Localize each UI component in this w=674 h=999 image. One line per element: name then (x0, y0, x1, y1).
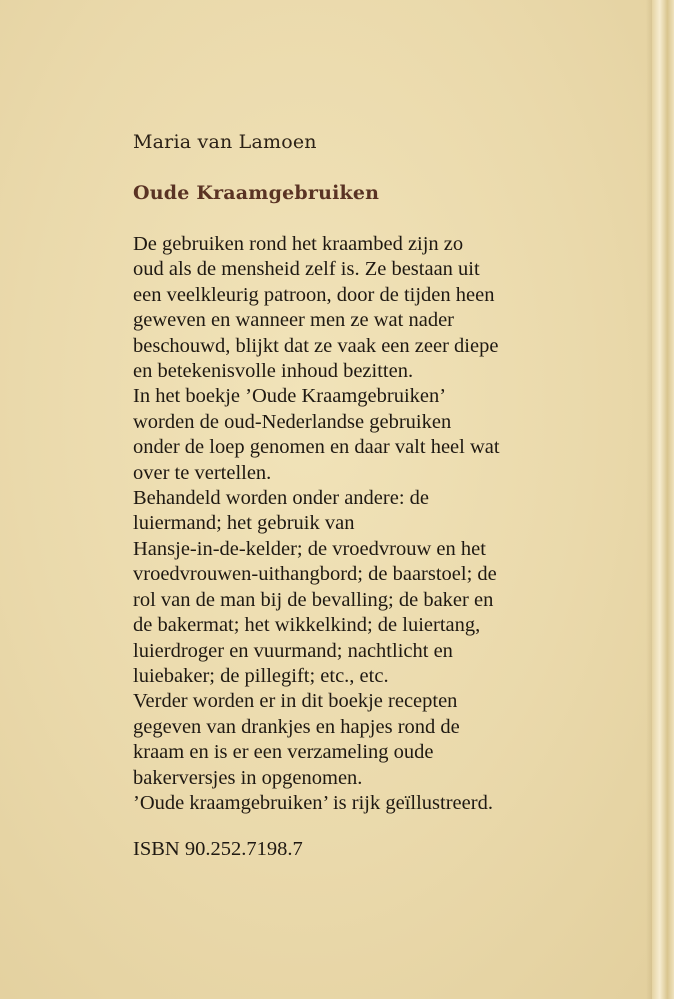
blurb-line: beschouwd, blijkt dat ze vaak een zeer diepe (133, 334, 499, 357)
blurb-line: Verder worden er in dit boekje recepten (133, 690, 458, 713)
blurb-line: luiebaker; de pillegift; etc., etc. (133, 664, 389, 687)
author-name: Maria van Lamoen (133, 131, 317, 153)
cover-edge (652, 0, 674, 999)
blurb-line: kraam en is er een verzameling oude (133, 741, 434, 764)
blurb-line: onder de loep genomen en daar valt heel wat (133, 436, 500, 459)
blurb-line: de bakermat; het wikkelkind; de luiertang, (133, 614, 481, 637)
blurb-line: gegeven van drankjes en hapjes rond de (133, 715, 460, 738)
blurb-line: Hansje-in-de-kelder; de vroedvrouw en het (133, 537, 486, 560)
blurb-line: De gebruiken rond het kraambed zijn zo (133, 233, 464, 255)
blurb-line: vroedvrouwen-uithangbord; de baarstoel; de (133, 563, 497, 586)
blurb-line: luiermand; het gebruik van (133, 512, 355, 535)
book-title: Oude Kraamgebruiken (133, 182, 380, 204)
blurb-line: een veelkleurig patroon, door de tijden heen (133, 283, 495, 306)
blurb-line: Behandeld worden onder andere: de (133, 487, 429, 510)
blurb-line: In het boekje ’Oude Kraamgebruiken’ (133, 385, 447, 408)
blurb-line: geweven en wanneer men ze wat nader (133, 309, 454, 332)
blurb-line: worden de oud-Nederlandse gebruiken (133, 410, 452, 433)
blurb-line: rol van de man bij de bevalling; de baker en (133, 588, 494, 611)
blurb-text (133, 232, 553, 816)
blurb-line: en betekenisvolle inhoud bezitten. (133, 360, 414, 383)
isbn-number: ISBN 90.252.7198.7 (133, 838, 303, 860)
blurb-line: bakerversjes in opgenomen. (133, 766, 363, 789)
blurb-line: ’Oude kraamgebruiken’ is rijk geïllustreerd. (133, 791, 493, 814)
blurb-line: over te vertellen. (133, 461, 272, 484)
blurb-line: luierdroger en vuurmand; nachtlicht en (133, 639, 453, 662)
blurb-line: oud als de mensheid zelf is. Ze bestaan uit (133, 258, 480, 281)
